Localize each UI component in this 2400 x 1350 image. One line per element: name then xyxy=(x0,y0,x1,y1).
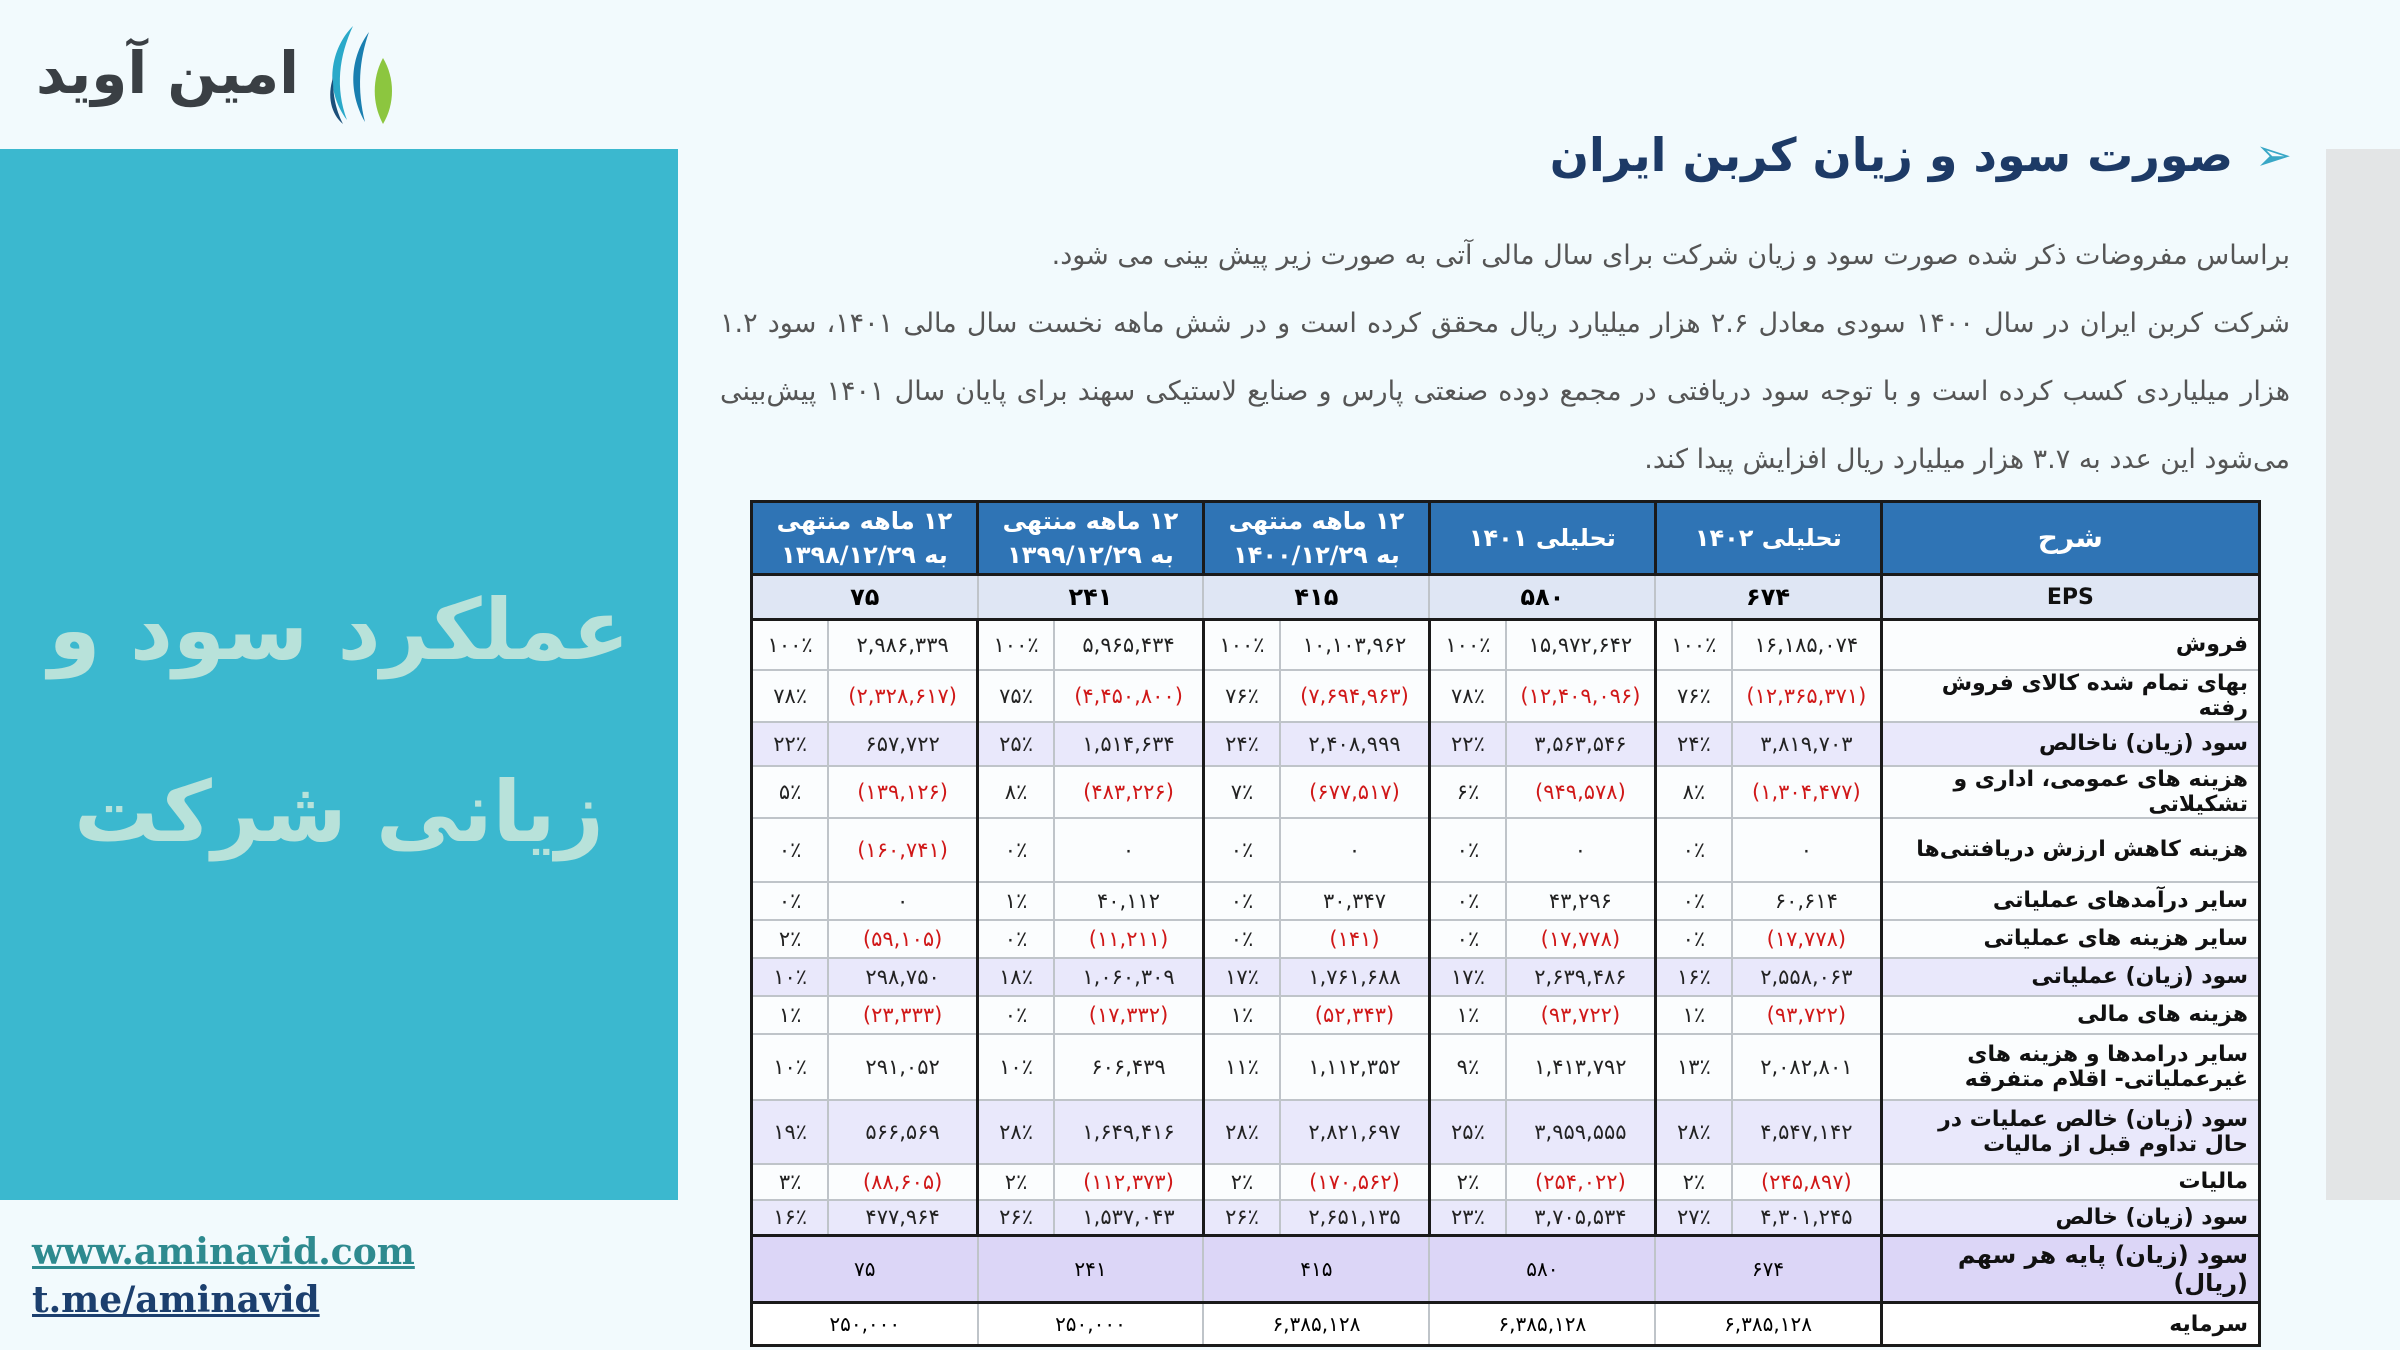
cell-value: (۵۹,۱۰۵) xyxy=(828,920,977,958)
cell-value: ۲,۶۳۹,۴۸۶ xyxy=(1506,958,1655,996)
capital-row xyxy=(752,1303,2260,1346)
cell-percent: ۳٪ xyxy=(752,1164,829,1200)
cell-value: ۴,۳۰۱,۲۴۵ xyxy=(1732,1200,1881,1236)
cell-percent: ۲٪ xyxy=(1655,1164,1732,1200)
cell-percent: ۲٪ xyxy=(752,920,829,958)
cell-value: (۱۷,۳۳۲) xyxy=(1054,996,1203,1034)
cell-percent: ۱۷٪ xyxy=(1203,958,1280,996)
cell-value: ۵۶۶,۵۶۹ xyxy=(828,1100,977,1164)
eps-summary-value: ۶۷۴ xyxy=(1655,1236,1881,1303)
eps-value: ۵۸۰ xyxy=(1429,575,1655,620)
description xyxy=(720,222,2290,494)
capital-value: ۲۵۰,۰۰۰ xyxy=(752,1303,978,1346)
eps-summary-value: ۴۱۵ xyxy=(1203,1236,1429,1303)
cell-value: ۳,۹۵۹,۵۵۵ xyxy=(1506,1100,1655,1164)
cell-percent: ۱۰۰٪ xyxy=(1655,620,1732,670)
cell-value: ۵,۹۶۵,۴۳۴ xyxy=(1054,620,1203,670)
cell-percent: ۸٪ xyxy=(1655,766,1732,818)
cell-percent: ۲۴٪ xyxy=(1203,722,1280,766)
sidebar-title xyxy=(40,539,638,903)
cell-value: (۱۱۲,۳۷۳) xyxy=(1054,1164,1203,1200)
cell-percent: ۰٪ xyxy=(1655,920,1732,958)
cell-value: (۴,۴۵۰,۸۰۰) xyxy=(1054,670,1203,722)
capital-label: سرمایه xyxy=(1881,1303,2259,1346)
cell-value: (۹۳,۷۲۲) xyxy=(1732,996,1881,1034)
cell-percent: ۱۷٪ xyxy=(1429,958,1506,996)
cell-value: ۰ xyxy=(1280,818,1429,882)
cell-value: ۶۰,۶۱۴ xyxy=(1732,882,1881,920)
cell-percent: ۷۸٪ xyxy=(752,670,829,722)
cell-percent: ۰٪ xyxy=(978,920,1055,958)
eps-summary-value: ۲۴۱ xyxy=(978,1236,1204,1303)
cell-value: ۱۰,۱۰۳,۹۶۲ xyxy=(1280,620,1429,670)
cell-percent: ۸٪ xyxy=(978,766,1055,818)
cell-value: ۱,۵۱۴,۶۳۴ xyxy=(1054,722,1203,766)
cell-percent: ۱۰٪ xyxy=(752,1034,829,1100)
description-p2: شرکت کربن ایران در سال ۱۴۰۰ سودی معادل ۲.۶ هزار میلیارد ریال محقق کرده است و در شش ماهه نخست سال مالی ۱۴۰۱، سود ۱.۲ هزار میلیاردی کسب کرده است و با توجه سود دریافتی در مجمع دوده صنعتی پارس و صنایع لاستیکی سهند برای پایان سال ۱۴۰۱ پیش‌بینی می‌شود این عدد به ۳.۷ هزار میلیارد ریال افزایش پیدا کند. xyxy=(720,308,2290,475)
cell-percent: ۰٪ xyxy=(752,882,829,920)
table-row xyxy=(752,1034,2260,1100)
header-col: ۱۲ ماهه منتهی به ۱۴۰۰/۱۲/۲۹ xyxy=(1203,502,1429,575)
logo-text: امین آوید xyxy=(36,39,300,107)
right-decor-strip xyxy=(2326,149,2400,1200)
cell-percent: ۱٪ xyxy=(978,882,1055,920)
cell-value: ۱,۰۶۰,۳۰۹ xyxy=(1054,958,1203,996)
cell-value: (۴۸۳,۲۲۶) xyxy=(1054,766,1203,818)
cell-percent: ۰٪ xyxy=(1655,882,1732,920)
site-links xyxy=(32,1228,415,1324)
logo xyxy=(36,18,399,128)
cell-percent: ۲۴٪ xyxy=(1655,722,1732,766)
cell-percent: ۲۸٪ xyxy=(1203,1100,1280,1164)
table-row xyxy=(752,1200,2260,1236)
eps-value: ۲۴۱ xyxy=(978,575,1204,620)
cell-percent: ۰٪ xyxy=(978,818,1055,882)
cell-percent: ۱٪ xyxy=(1655,996,1732,1034)
cell-value: (۲,۳۲۸,۶۱۷) xyxy=(828,670,977,722)
cell-value: (۱۷,۷۷۸) xyxy=(1732,920,1881,958)
cell-percent: ۱۰۰٪ xyxy=(752,620,829,670)
row-label: سایر درامدها و هزینه های غیرعملیاتی- اقلام متفرقه xyxy=(1881,1034,2259,1100)
cell-value: ۱,۶۴۹,۴۱۶ xyxy=(1054,1100,1203,1164)
cell-percent: ۰٪ xyxy=(1203,920,1280,958)
cell-value: ۴,۵۴۷,۱۴۲ xyxy=(1732,1100,1881,1164)
cell-percent: ۰٪ xyxy=(1655,818,1732,882)
cell-percent: ۷۶٪ xyxy=(1203,670,1280,722)
table-row xyxy=(752,996,2260,1034)
logo-mark-icon xyxy=(313,18,399,128)
cell-percent: ۱۰۰٪ xyxy=(978,620,1055,670)
cell-value: ۲,۰۸۲,۸۰۱ xyxy=(1732,1034,1881,1100)
row-label: بهای تمام شده کالای فروش رفته xyxy=(1881,670,2259,722)
cell-percent: ۰٪ xyxy=(1203,818,1280,882)
row-label: سود (زیان) ناخالص xyxy=(1881,722,2259,766)
eps-row xyxy=(752,575,2260,620)
cell-percent: ۲۲٪ xyxy=(1429,722,1506,766)
table-row xyxy=(752,1164,2260,1200)
cell-value: ۲,۴۰۸,۹۹۹ xyxy=(1280,722,1429,766)
cell-percent: ۷۶٪ xyxy=(1655,670,1732,722)
cell-value: (۱۱,۲۱۱) xyxy=(1054,920,1203,958)
eps-summary-row xyxy=(752,1236,2260,1303)
cell-percent: ۱۱٪ xyxy=(1203,1034,1280,1100)
cell-percent: ۰٪ xyxy=(1429,882,1506,920)
cell-percent: ۱٪ xyxy=(1203,996,1280,1034)
description-p1: براساس مفروضات ذکر شده صورت سود و زیان شرکت برای سال مالی آتی به صورت زیر پیش بینی می شود. xyxy=(1051,240,2290,271)
page-title: صورت سود و زیان کربن ایران xyxy=(1549,128,2234,182)
row-label: سود (زیان) خالص xyxy=(1881,1200,2259,1236)
arrow-bullet-icon: ➢ xyxy=(2255,129,2292,181)
row-label: هزینه های عمومی، اداری و تشکیلاتی xyxy=(1881,766,2259,818)
cell-value: (۱۶۰,۷۴۱) xyxy=(828,818,977,882)
cell-value: ۳,۸۱۹,۷۰۳ xyxy=(1732,722,1881,766)
row-label: هزینه کاهش ارزش دریافتنی‌ها xyxy=(1881,818,2259,882)
cell-value: (۱۲,۳۶۵,۳۷۱) xyxy=(1732,670,1881,722)
capital-value: ۶,۳۸۵,۱۲۸ xyxy=(1429,1303,1655,1346)
cell-percent: ۱۸٪ xyxy=(978,958,1055,996)
eps-summary-value: ۷۵ xyxy=(752,1236,978,1303)
cell-percent: ۱۰٪ xyxy=(978,1034,1055,1100)
cell-value: ۱۵,۹۷۲,۶۴۲ xyxy=(1506,620,1655,670)
eps-value: ۶۷۴ xyxy=(1655,575,1881,620)
cell-value: ۰ xyxy=(1732,818,1881,882)
capital-value: ۶,۳۸۵,۱۲۸ xyxy=(1655,1303,1881,1346)
eps-label: EPS xyxy=(1881,575,2259,620)
cell-value: ۱,۵۳۷,۰۴۳ xyxy=(1054,1200,1203,1236)
cell-percent: ۲۶٪ xyxy=(1203,1200,1280,1236)
cell-value: ۲,۶۵۱,۱۳۵ xyxy=(1280,1200,1429,1236)
table-row xyxy=(752,766,2260,818)
cell-percent: ۱۹٪ xyxy=(752,1100,829,1164)
sidebar-panel xyxy=(0,149,678,1200)
cell-value: ۳۰,۳۴۷ xyxy=(1280,882,1429,920)
cell-percent: ۲۷٪ xyxy=(1655,1200,1732,1236)
cell-value: (۱۷۰,۵۶۲) xyxy=(1280,1164,1429,1200)
cell-value: ۳,۷۰۵,۵۳۴ xyxy=(1506,1200,1655,1236)
cell-percent: ۲٪ xyxy=(1429,1164,1506,1200)
cell-value: (۶۷۷,۵۱۷) xyxy=(1280,766,1429,818)
row-label: فروش xyxy=(1881,620,2259,670)
cell-value: ۳,۵۶۳,۵۴۶ xyxy=(1506,722,1655,766)
cell-percent: ۰٪ xyxy=(752,818,829,882)
cell-percent: ۲٪ xyxy=(978,1164,1055,1200)
cell-percent: ۹٪ xyxy=(1429,1034,1506,1100)
cell-value: ۰ xyxy=(828,882,977,920)
cell-value: (۸۸,۶۰۵) xyxy=(828,1164,977,1200)
cell-value: (۲۴۵,۸۹۷) xyxy=(1732,1164,1881,1200)
table-row xyxy=(752,818,2260,882)
cell-percent: ۷٪ xyxy=(1203,766,1280,818)
cell-percent: ۲۸٪ xyxy=(1655,1100,1732,1164)
cell-value: ۱,۱۱۲,۳۵۲ xyxy=(1280,1034,1429,1100)
cell-value: ۶۰۶,۴۳۹ xyxy=(1054,1034,1203,1100)
cell-value: ۲۹۱,۰۵۲ xyxy=(828,1034,977,1100)
sidebar-title-line1: عملکرد سود و xyxy=(48,581,630,679)
table-header-row xyxy=(752,502,2260,575)
cell-percent: ۰٪ xyxy=(1203,882,1280,920)
table-row xyxy=(752,958,2260,996)
cell-percent: ۲۵٪ xyxy=(978,722,1055,766)
row-label: مالیات xyxy=(1881,1164,2259,1200)
cell-value: (۷,۶۹۴,۹۶۳) xyxy=(1280,670,1429,722)
cell-percent: ۱۰۰٪ xyxy=(1429,620,1506,670)
capital-value: ۶,۳۸۵,۱۲۸ xyxy=(1203,1303,1429,1346)
cell-value: (۲۳,۳۳۳) xyxy=(828,996,977,1034)
sidebar-title-line2: زیانی شرکت xyxy=(74,763,604,861)
cell-percent: ۱٪ xyxy=(752,996,829,1034)
cell-value: ۲,۹۸۶,۳۳۹ xyxy=(828,620,977,670)
cell-value: ۴۰,۱۱۲ xyxy=(1054,882,1203,920)
cell-percent: ۷۵٪ xyxy=(978,670,1055,722)
cell-value: (۱۷,۷۷۸) xyxy=(1506,920,1655,958)
table-row xyxy=(752,620,2260,670)
cell-percent: ۲٪ xyxy=(1203,1164,1280,1200)
cell-value: ۰ xyxy=(1054,818,1203,882)
table-row xyxy=(752,882,2260,920)
header-col: تحلیلی ۱۴۰۱ xyxy=(1429,502,1655,575)
header-col: ۱۲ ماهه منتهی به ۱۳۹۹/۱۲/۲۹ xyxy=(978,502,1204,575)
table-row xyxy=(752,1100,2260,1164)
row-label: سود (زیان) خالص عملیات در حال تداوم قبل از مالیات xyxy=(1881,1100,2259,1164)
cell-value: ۶۵۷,۷۲۲ xyxy=(828,722,977,766)
cell-value: ۱,۷۶۱,۶۸۸ xyxy=(1280,958,1429,996)
row-label: سایر هزینه های عملیاتی xyxy=(1881,920,2259,958)
cell-percent: ۰٪ xyxy=(978,996,1055,1034)
cell-percent: ۰٪ xyxy=(1429,818,1506,882)
cell-value: ۰ xyxy=(1506,818,1655,882)
eps-summary-value: ۵۸۰ xyxy=(1429,1236,1655,1303)
cell-percent: ۵٪ xyxy=(752,766,829,818)
cell-percent: ۱٪ xyxy=(1429,996,1506,1034)
cell-value: ۱۶,۱۸۵,۰۷۴ xyxy=(1732,620,1881,670)
cell-value: ۲۹۸,۷۵۰ xyxy=(828,958,977,996)
cell-percent: ۱۰۰٪ xyxy=(1203,620,1280,670)
cell-value: (۲۵۴,۰۲۲) xyxy=(1506,1164,1655,1200)
cell-value: (۹۴۹,۵۷۸) xyxy=(1506,766,1655,818)
cell-percent: ۲۵٪ xyxy=(1429,1100,1506,1164)
header-col: تحلیلی ۱۴۰۲ xyxy=(1655,502,1881,575)
cell-value: ۴۳,۲۹۶ xyxy=(1506,882,1655,920)
cell-percent: ۱۰٪ xyxy=(752,958,829,996)
cell-value: ۲,۵۵۸,۰۶۳ xyxy=(1732,958,1881,996)
eps-summary-label: سود (زیان) پایه هر سهم (ریال) xyxy=(1881,1236,2259,1303)
table-row xyxy=(752,722,2260,766)
cell-percent: ۲۶٪ xyxy=(978,1200,1055,1236)
table-row xyxy=(752,670,2260,722)
cell-percent: ۰٪ xyxy=(1429,920,1506,958)
telegram-link[interactable]: t.me/aminavid xyxy=(32,1279,320,1321)
row-label: سایر درآمدهای عملیاتی xyxy=(1881,882,2259,920)
cell-percent: ۲۸٪ xyxy=(978,1100,1055,1164)
cell-percent: ۱۳٪ xyxy=(1655,1034,1732,1100)
cell-percent: ۱۶٪ xyxy=(1655,958,1732,996)
cell-value: (۵۲,۳۴۳) xyxy=(1280,996,1429,1034)
page-heading xyxy=(992,128,2292,182)
cell-percent: ۲۲٪ xyxy=(752,722,829,766)
cell-value: ۲,۸۲۱,۶۹۷ xyxy=(1280,1100,1429,1164)
header-col: ۱۲ ماهه منتهی به ۱۳۹۸/۱۲/۲۹ xyxy=(752,502,978,575)
cell-value: (۱۲,۴۰۹,۰۹۶) xyxy=(1506,670,1655,722)
cell-value: ۴۷۷,۹۶۴ xyxy=(828,1200,977,1236)
capital-value: ۲۵۰,۰۰۰ xyxy=(978,1303,1204,1346)
table-row xyxy=(752,920,2260,958)
cell-value: ۱,۴۱۳,۷۹۲ xyxy=(1506,1034,1655,1100)
cell-percent: ۱۶٪ xyxy=(752,1200,829,1236)
row-label: هزینه های مالی xyxy=(1881,996,2259,1034)
cell-percent: ۲۳٪ xyxy=(1429,1200,1506,1236)
cell-percent: ۷۸٪ xyxy=(1429,670,1506,722)
cell-value: (۱,۳۰۴,۴۷۷) xyxy=(1732,766,1881,818)
cell-value: (۱۴۱) xyxy=(1280,920,1429,958)
eps-value: ۴۱۵ xyxy=(1203,575,1429,620)
cell-value: (۱۳۹,۱۲۶) xyxy=(828,766,977,818)
cell-value: (۹۳,۷۲۲) xyxy=(1506,996,1655,1034)
eps-value: ۷۵ xyxy=(752,575,978,620)
website-link[interactable]: www.aminavid.com xyxy=(32,1231,415,1273)
row-label: سود (زیان) عملیاتی xyxy=(1881,958,2259,996)
income-statement-table xyxy=(750,500,2261,1347)
cell-percent: ۶٪ xyxy=(1429,766,1506,818)
header-description: شرح xyxy=(1881,502,2259,575)
